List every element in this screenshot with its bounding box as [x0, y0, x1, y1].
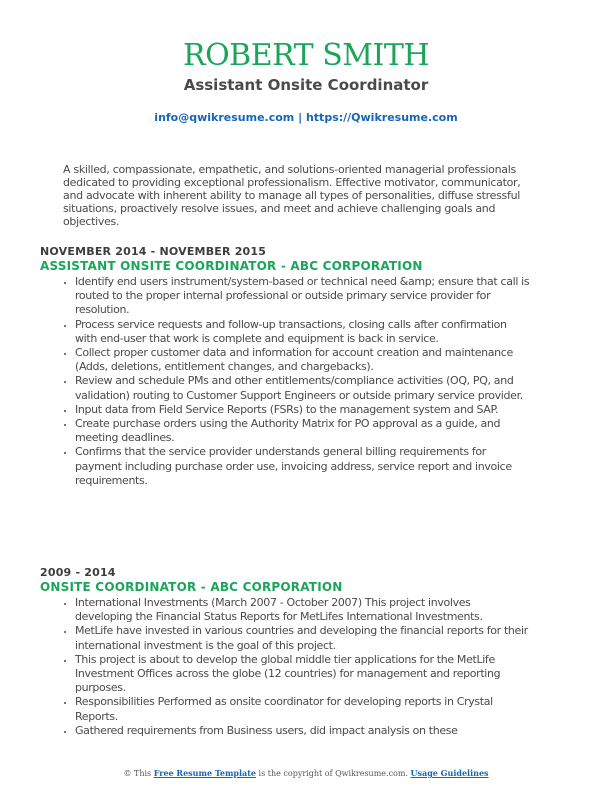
- list-item: • This project is about to develop the global middle tier applications for the MetLife Investment Offices across the globe (12 countries) for management and reporting purposes.: [75, 653, 530, 696]
- contact-line: [0, 111, 612, 124]
- job-bullet-list: [40, 596, 530, 738]
- list-item: • Review and schedule PMs and other entitlements/compliance activities (OQ, PQ, and validation) routing to Customer Support Engineers or outside primary service provider.: [75, 374, 530, 402]
- candidate-title: Assistant Onsite Coordinator: [183, 76, 429, 94]
- list-item: • Collect proper customer data and information for account creation and maintenance (Adds, deletions, entitlement changes, and chargebacks).: [75, 346, 530, 374]
- experience-section-1: [40, 245, 530, 488]
- footer-middle: is the copyright of Qwikresume.com.: [256, 769, 411, 778]
- job-dates: NOVEMBER 2014 - NOVEMBER 2015: [40, 245, 267, 258]
- footer: [0, 768, 612, 778]
- email-link[interactable]: info@qwikresume.com: [154, 111, 295, 124]
- job-title: ONSITE COORDINATOR - ABC CORPORATION: [40, 580, 343, 594]
- usage-guidelines-link[interactable]: Usage Guidelines: [410, 768, 489, 778]
- list-item: • Create purchase orders using the Authority Matrix for PO approval as a guide, and meeting deadlines.: [75, 417, 530, 445]
- job-dates: 2009 - 2014: [40, 566, 116, 579]
- footer-prefix: © This: [123, 769, 154, 778]
- experience-section-2: [40, 566, 530, 738]
- list-item: • Responsibilities Performed as onsite coordinator for developing reports in Crystal Reports.: [75, 695, 530, 723]
- job-bullet-list: [40, 275, 530, 488]
- list-item: • Process service requests and follow-up transactions, closing calls after confirmation with end-user that work is complete and equipment is back in service.: [75, 318, 530, 346]
- list-item: • Input data from Field Service Reports (FSRs) to the management system and SAP.: [75, 403, 530, 417]
- list-item: • International Investments (March 2007 - October 2007) This project involves developing the Financial Status Reports for MetLifes International Investments.: [75, 596, 530, 624]
- summary-paragraph: A skilled, compassionate, empathetic, and solutions-oriented managerial professionals dedicated to providing exceptional professionalism. Effective motivator, communicator, and advocate with inherent ability to manage all types of personalities, diffuse stressful situations, proactively resolve issues, and meet and achieve challenging goals and objectives.: [63, 163, 521, 228]
- list-item: • Gathered requirements from Business users, did impact analysis on these: [75, 724, 530, 738]
- contact-separator: |: [294, 111, 306, 124]
- free-resume-template-link[interactable]: Free Resume Template: [153, 768, 257, 778]
- candidate-name: ROBERT SMITH: [182, 38, 430, 73]
- job-title: ASSISTANT ONSITE COORDINATOR - ABC CORPORATION: [40, 259, 423, 273]
- website-link[interactable]: https://Qwikresume.com: [305, 111, 458, 124]
- list-item: • Confirms that the service provider understands general billing requirements for payment including purchase order use, invoicing address, service report and invoice requirements.: [75, 445, 530, 488]
- list-item: • MetLife have invested in various countries and developing the financial reports for their international investment is the goal of this project.: [75, 624, 530, 652]
- list-item: • Identify end users instrument/system-based or technical need &amp; ensure that call is routed to the proper internal professional or outside primary service provider for resolution.: [75, 275, 530, 318]
